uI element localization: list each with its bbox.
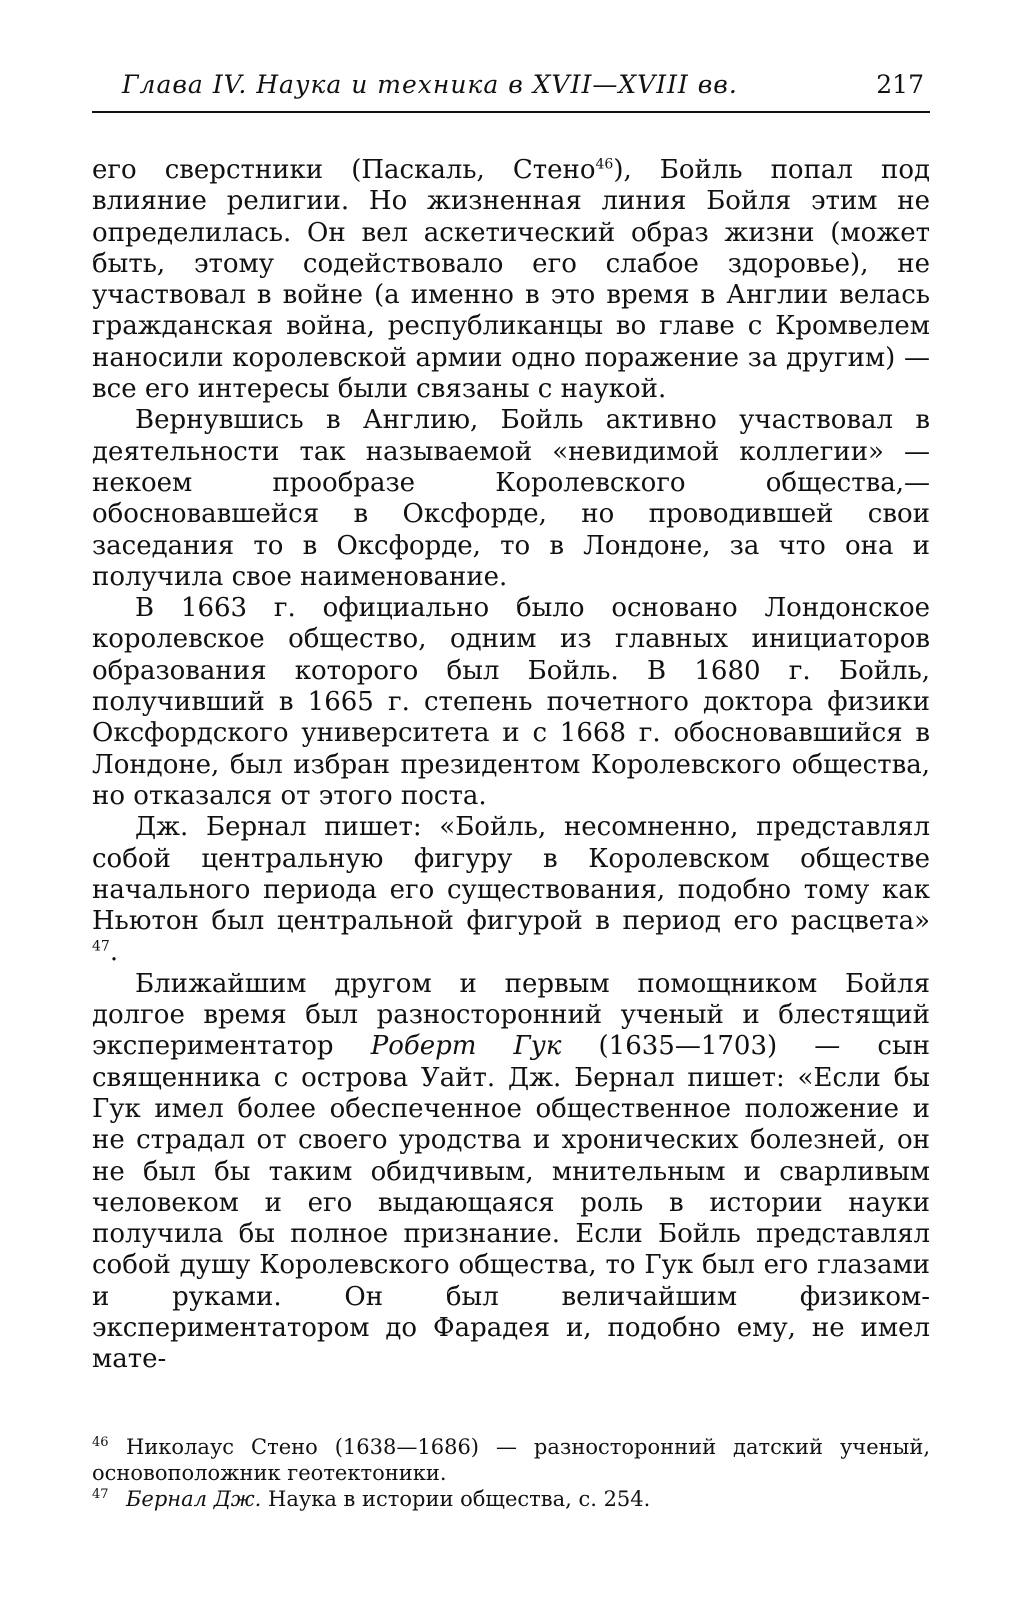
page-number: 217	[876, 70, 924, 99]
paragraph-3: В 1663 г. официально было основано Лондонское королевское общество, одним из главных инициаторов образования которого был Бойль. В 1680 г. Бойль, получивший в 1665 г. степень почетного доктора физики Оксфордского университета и с 1668 г. обосновавшийся в Лондоне, был избран президентом Королевского общества, но отказался от этого поста.	[92, 593, 930, 811]
running-header	[92, 70, 930, 113]
paragraph-1: его сверстники (Паскаль, Стено$^{46}$), Бойль попал под влияние религии. Но жизненная линия Бойля этим не определилась. Он вел аскетический образ жизни (может быть, этому содействовало его слабое здоровье), не участвовал в войне (а именно в это время в Англии велась гражданская война, республиканцы во главе с Кромвелем наносили королевской армии одно поражение за другим) — все его интересы были связаны с наукой.	[92, 155, 930, 405]
footnote-author: Бернал Дж.	[126, 1486, 262, 1511]
footnote-46: 46 Николаус Стено (1638—1686) — разносторонний датский ученый, основоположник геотектоники.	[92, 1434, 930, 1485]
footnote-47: 47 Бернал Дж. Наука в истории общества, с. 254.	[92, 1486, 651, 1511]
paragraph-2: Вернувшись в Англию, Бойль активно участвовал в деятельности так называемой «невидимой коллегии» — некоем прообразе Королевского общества,— обосновавшейся в Оксфорде, но проводившей свои заседания то в Оксфорде, то в Лондоне, за что она и получила свое наименование.	[92, 405, 930, 592]
book-page	[92, 70, 930, 1512]
footnote-ref-46[interactable]: 46	[595, 156, 614, 173]
paragraph-5: Ближайшим другом и первым помощником Бойля долгое время был разносторонний ученый и блестящий экспериментатор Роберт Гук (1635—1703) — сын священника с острова Уайт. Дж. Бернал пишет: «Если бы Гук имел более обеспеченное общественное положение и не страдал от своего уродства и хронических болезней, он не был бы таким обидчивым, мнительным и сварливым человеком и его выдающаяся роль в истории науки получила бы полное признание. Если Бойль представлял собой душу Королевского общества, то Гук был его глазами и руками. Он был величайшим физиком-экспериментатором до Фарадея и, подобно ему, не имел мате-	[92, 968, 930, 1375]
footnote-ref-47[interactable]: 47	[92, 938, 110, 955]
main-text	[92, 155, 930, 1376]
paragraph-4: Дж. Бернал пишет: «Бойль, несомненно, представлял собой центральную фигуру в Королевском обществе начального периода его существования, подобно тому как Ньютон был центральной фигурой в период его расцвета» $^{47}$.	[92, 812, 930, 968]
chapter-title: Глава IV. Наука и техника в XVII—XVIII вв.	[122, 70, 738, 99]
person-name: Роберт Гук	[370, 1031, 562, 1062]
footnotes	[92, 1434, 930, 1512]
